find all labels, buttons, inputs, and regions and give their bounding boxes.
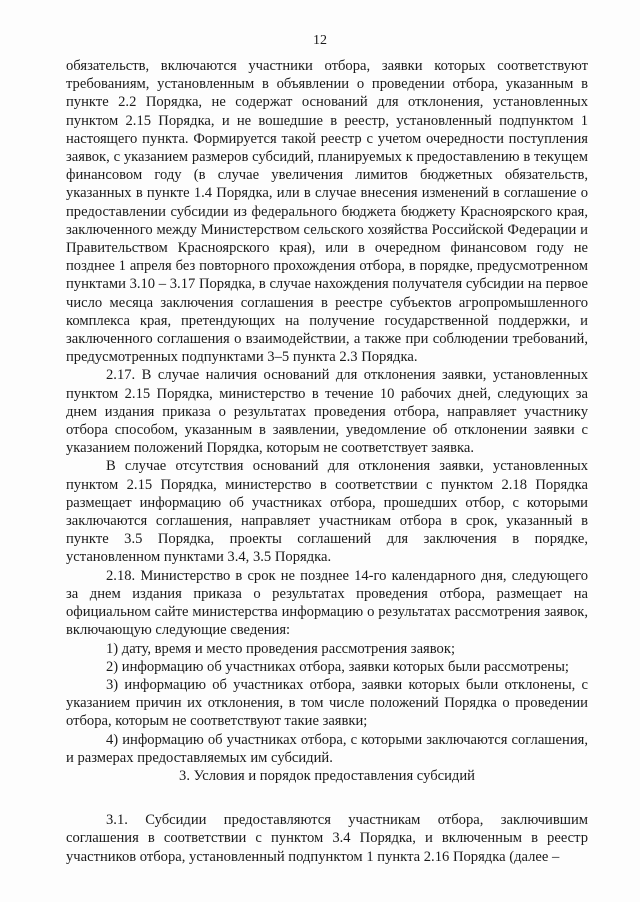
section-heading: 3. Условия и порядок предоставления субсидий [179, 767, 475, 784]
document-body [66, 57, 588, 866]
list-item-2: 2) информацию об участниках отбора, заявки которых были рассмотрены; [106, 658, 569, 675]
paragraph-2-18: 2.18. Министерство в срок не позднее 14-го календарного дня, следующего за днем издания приказа о результатах проведения отбора, размещает на официальном сайте министерства информацию о результатах рассмотрения заявок, включающую следующие сведения: [66, 567, 588, 639]
list-item-4: 4) информацию об участниках отбора, с которыми заключаются соглашения, и размерах предоставляемых им субсидий. [66, 731, 588, 766]
paragraph-2-17: 2.17. В случае наличия оснований для отклонения заявки, установленных пунктом 2.15 Порядка, министерство в течение 10 рабочих дней, следующих за днем издания приказа о результатах проведения отбора, направляет участнику отбора способом, указанным в заявлении, уведомление об отклонении заявки с указанием положений Порядка, которым не соответствует заявка. [66, 367, 588, 457]
paragraph-continuation: обязательств, включаются участники отбора, заявки которых соответствуют требованиям, установленным в объявлении о проведении отбора, указанным в пункте 2.2 Порядка, не содержат оснований для отклонения, установленных пунктом 2.15 Порядка, и не вошедшие в реестр, установленный подпунктом 1 настоящего пункта. Формируется такой реестр с учетом очередности поступления заявок, с указанием размеров субсидий, планируемых к предоставлению в текущем финансовом году (в случае увеличения лимитов бюджетных обязательств, указанных в пункте 1.4 Порядка, или в случае внесения изменений в соглашение о предоставлении субсидии из федерального бюджета бюджету Красноярского края, заключенного между Министерством сельского хозяйства Российской Федерации и Правительством Красноярского края), или в очередном финансовом году не позднее 1 апреля без повторного прохождения отбора, в порядке, предусмотренном пунктами 3.10 – 3.17 Порядка, в случае нахождения получателя субсидии на первое число месяца заключения соглашения в реестре субъектов агропромышленного комплекса края, претендующих на получение государственной поддержки, и заключенного соглашения о взаимодействии, а также при соблюдении требований, предусмотренных подпунктами 3–5 пункта 2.3 Порядка. [66, 58, 588, 366]
paragraph-2-17-continued: В случае отсутствия оснований для отклонения заявки, установленных пунктом 2.15 Порядка, министерство в соответствии с пунктом 2.18 Порядка размещает информацию об участниках отбора, прошедших отбор, с которыми заключаются соглашения, направляет участникам отбора в срок, указанный в пункте 3.5 Порядка, проекты соглашений для заключения в порядке, установленном пунктами 3.4, 3.5 Порядка. [66, 458, 588, 566]
paragraph-3-1: 3.1. Субсидии предоставляются участникам отбора, заключившим соглашения в соответствии с пунктом 3.4 Порядка, и включенным в реестр участников отбора, установленный подпунктом 1 пункта 2.16 Порядка (далее – [66, 812, 588, 865]
list-item-1: 1) дату, время и место проведения рассмотрения заявок; [106, 640, 455, 657]
page-number: 12 [313, 33, 327, 48]
list-item-3: 3) информацию об участниках отбора, заявки которых были отклонены, с указанием причин их отклонения, в том числе положений Порядка о проведении отбора, которым не соответствуют такие заявки; [66, 676, 588, 730]
